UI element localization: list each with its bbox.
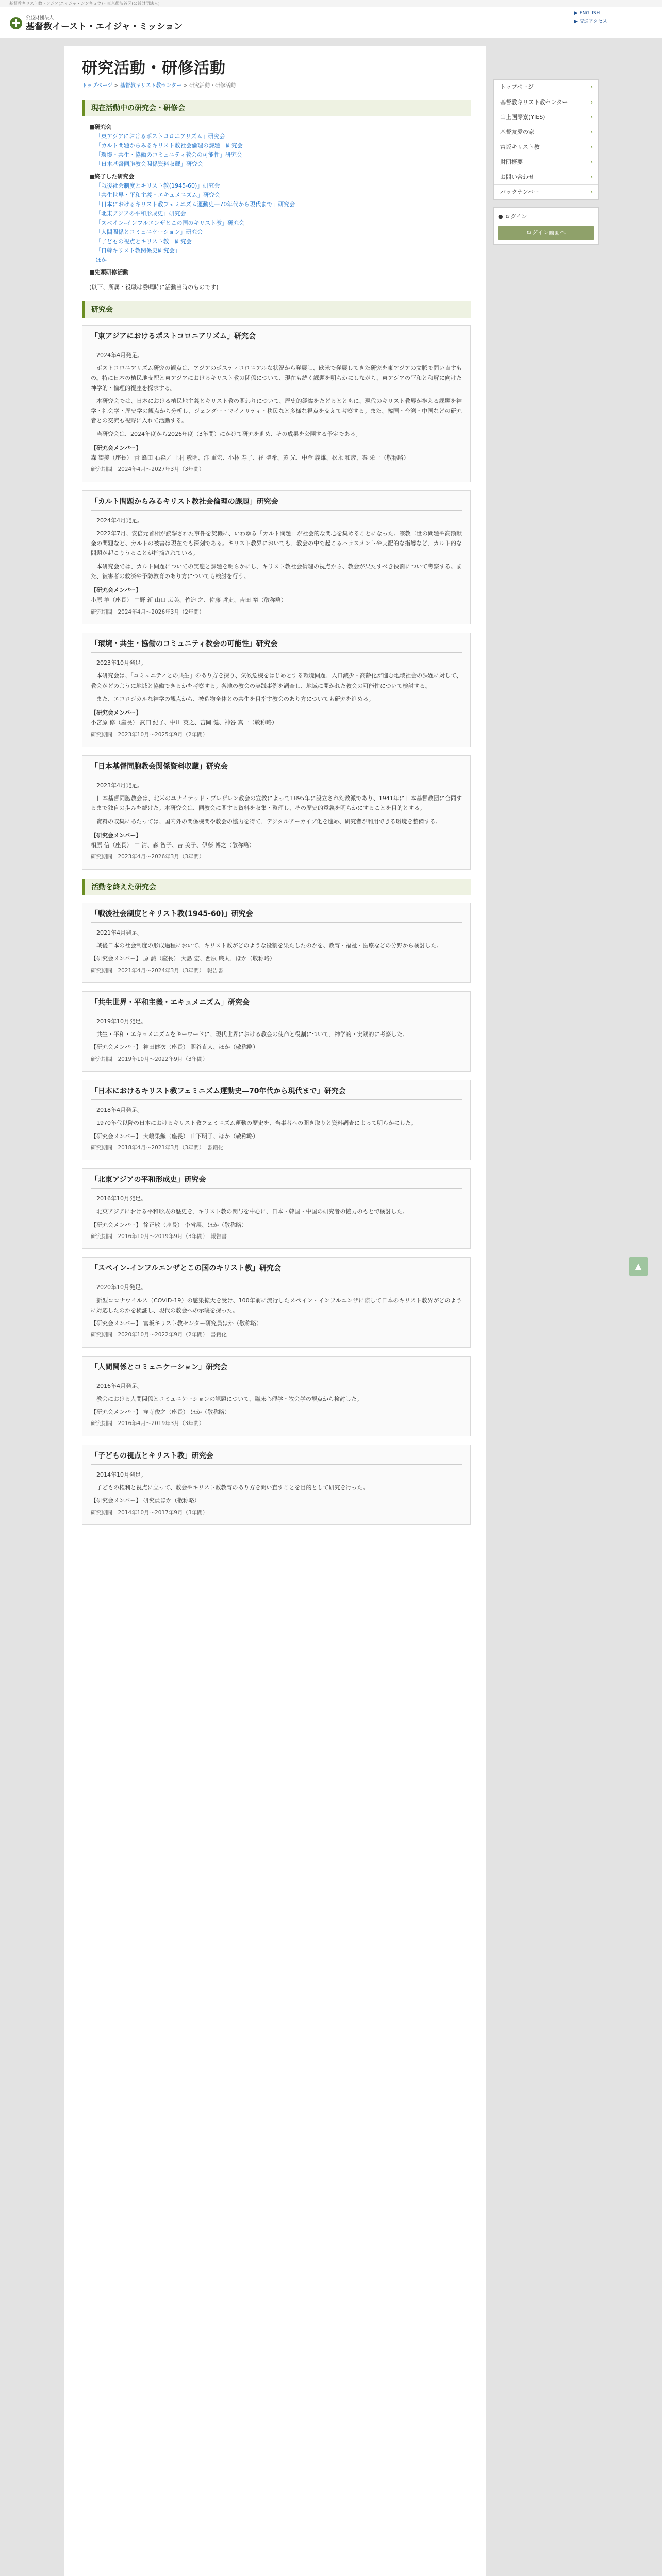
breadcrumb-separator: > xyxy=(112,83,120,89)
breadcrumb-current: 研究活動・研修活動 xyxy=(189,83,236,89)
breadcrumb-home[interactable]: トップページ xyxy=(82,83,113,89)
project-title: 「人間関係とコミュニケーション」研究会 xyxy=(91,1362,462,1376)
project-paragraph: 2022年7月、安倍元首相が銃撃された事件を契機に、いわゆる「カルト問題」が社会的な関心を集めることになった。宗教二世の問題や高額献金の問題など、カルトの被害は現在でも深刻である。キリスト教界においても、教会の中で起こるハラスメントや支配的な指導など、カルト的な問題が起こりうることが指摘されている。 xyxy=(91,530,462,557)
english-link[interactable]: ▶ ENGLISH xyxy=(574,11,600,16)
project-paragraph: 戦後日本の社会制度の形成過程において、キリスト教がどのような役割を果たしたのかを、教育・福祉・医療などの分野から検討した。 xyxy=(96,942,442,949)
members-list: 【研究会メンバー】 富坂キリスト教センター研究員ほか（敬称略） xyxy=(91,1320,262,1327)
project-paragraph: 2023年10月発足。 xyxy=(96,659,146,666)
research-project xyxy=(82,325,471,482)
sidebar-item[interactable] xyxy=(494,155,598,170)
top-bar-text: 基督教キリスト教・アジア(エイジャ・シンキョウ)・東京都渋谷区(公益財団法人) xyxy=(9,1,160,6)
top-bar xyxy=(0,0,662,7)
sidebar-item-label: 基督教キリスト教センター xyxy=(500,99,568,106)
header-links xyxy=(574,9,641,26)
org-prefix: 公益財団法人 xyxy=(26,15,54,21)
overview-group-label: ■先頭研修活動 xyxy=(89,268,129,276)
chevron-right-icon: › xyxy=(590,114,593,121)
project-period: 研究期間 2020年10月〜2022年9月（2年間） 書籍化 xyxy=(91,1332,227,1338)
project-period: 研究期間 2024年4月〜2026年3月（2年間） xyxy=(91,608,205,615)
members-list: 【研究会メンバー】 原 誠（座長） 大島 宏、西原 廉太、ほか（敬称略） xyxy=(91,955,275,962)
overview-link[interactable]: 「日本におけるキリスト教フェミニズム運動史—70年代から現代まで」研究会 xyxy=(95,200,295,208)
project-body xyxy=(91,1194,462,1241)
chevron-right-icon: › xyxy=(590,159,593,165)
project-paragraph: ポストコロニアリズム研究の観点は、アジアのポスティコロニアルな状況から発展し、欧米で発展してきた研究を東アジアの文脈で問い直すもの。特に日本の植民地支配と東アジアにおけるキリスト教の関係について、現在も続く課題を明らかにしながら、東アジアの平和と和解に向けた神学的・倫理的視座を探求する。 xyxy=(91,365,462,392)
sidebar-item-label: トップページ xyxy=(500,83,534,90)
project-period: 研究期間 2019年10月〜2022年9月（3年間） xyxy=(91,1056,208,1062)
project-body xyxy=(91,1381,462,1429)
project-period: 研究期間 2016年10月〜2019年9月（3年間） 報告書 xyxy=(91,1233,227,1240)
project-paragraph: 新型コロナウイルス（COVID-19）の感染拡大を受け、100年前に流行したスペイン・インフルエンザに際して日本のキリスト教界がどのように対応したのかを検証し、現代の教会への示唆を探った。 xyxy=(91,1297,462,1314)
org-name: 基督教イースト・エイジャ・ミッション xyxy=(26,22,183,32)
sidebar-item-label: お問い合わせ xyxy=(500,174,534,180)
finished-project xyxy=(82,1168,471,1249)
overview-link[interactable]: ほか xyxy=(95,256,107,263)
project-body xyxy=(91,1470,462,1517)
finished-project xyxy=(82,1356,471,1436)
page-body xyxy=(64,46,599,2576)
overview-link[interactable]: 「日韓キリスト教関係史研究会」 xyxy=(95,247,180,254)
sidebar-nav xyxy=(493,79,599,200)
finished-project xyxy=(82,1080,471,1160)
sidebar-item-label: 基督友愛の家 xyxy=(500,129,534,135)
members-heading: 【研究会メンバー】 xyxy=(91,587,142,594)
project-paragraph: 本研究会では、カルト問題についての実態と課題を明らかにし、キリスト教社会倫理の視点から、教会が果たすべき役割について考察する。また、被害者の救済や予防教育のあり方についても検討を行う。 xyxy=(91,563,462,580)
project-title: 「戦後社会制度とキリスト教(1945-60)」研究会 xyxy=(91,908,462,923)
breadcrumb-separator: > xyxy=(181,83,190,89)
chevron-right-icon: › xyxy=(590,174,593,180)
project-period: 研究期間 2021年4月〜2024年3月（3年間） 報告書 xyxy=(91,967,224,974)
main-content xyxy=(64,46,486,2576)
overview-link[interactable]: 「子どもの視点とキリスト教」研究会 xyxy=(95,238,192,245)
members-heading: 【研究会メンバー】 xyxy=(91,709,142,716)
members-list: 小原 羊（座長） 中野 新 山口 広美、竹迫 之、佐藤 哲史、吉田 裕（敬称略） xyxy=(91,597,287,604)
overview-link[interactable]: 「人間関係とコミュニケーション」研究会 xyxy=(95,228,203,235)
project-paragraph: 資料の収集にあたっては、国内外の関係機関や教会の協力を得て、デジタルアーカイブ化を進め、研究者が利用できる環境を整備する。 xyxy=(96,818,441,825)
members-list: 【研究会メンバー】 大嶋果織（座長） 山下明子、ほか（敬称略） xyxy=(91,1132,259,1140)
project-paragraph: 2021年4月発足。 xyxy=(96,929,143,936)
project-paragraph: 2014年10月発足。 xyxy=(96,1471,146,1478)
project-body xyxy=(91,1016,462,1064)
section-heading-overview: 現在活動中の研究会・研修会 xyxy=(82,100,471,116)
sidebar-item-label: 富坂キリスト教 xyxy=(500,144,540,150)
sidebar xyxy=(493,79,599,245)
finished-project xyxy=(82,903,471,983)
research-project xyxy=(82,755,471,870)
members-list: 【研究会メンバー】 神田健次（座長） 関谷直人、ほか（敬称略） xyxy=(91,1044,259,1051)
finished-projects xyxy=(82,903,471,1525)
chevron-right-icon: › xyxy=(590,189,593,195)
research-project xyxy=(82,490,471,624)
page-title: 研究活動・研修活動 xyxy=(82,59,226,77)
chevron-right-icon: › xyxy=(590,83,593,90)
sidebar-item[interactable] xyxy=(494,95,598,110)
sidebar-item[interactable] xyxy=(494,125,598,140)
sidebar-item-label: 財団概要 xyxy=(500,159,523,165)
project-paragraph: 2020年10月発足。 xyxy=(96,1284,146,1291)
sidebar-item[interactable] xyxy=(494,184,598,199)
overview-link[interactable]: 「スペイン-インフルエンザとこの国のキリスト教」研究会 xyxy=(95,219,245,226)
project-paragraph: 当研究会は、2024年度から2026年度（3年間）にかけて研究を進め、その成果を公開する予定である。 xyxy=(96,430,361,437)
project-title: 「子どもの視点とキリスト教」研究会 xyxy=(91,1450,462,1465)
chevron-right-icon: › xyxy=(590,129,593,135)
project-paragraph: また、エコロジカルな神学の観点から、被造物全体との共生を目指す教会のあり方についても研究を進める。 xyxy=(96,695,374,702)
project-paragraph: 2016年10月発足。 xyxy=(96,1195,146,1202)
overview-link[interactable]: 「北東アジアの平和形成史」研究会 xyxy=(95,210,186,217)
sidebar-item[interactable] xyxy=(494,80,598,95)
project-body xyxy=(91,658,462,739)
members-list: 【研究会メンバー】 研究員ほか（敬称略） xyxy=(91,1497,200,1504)
sidebar-item-label: パックナンバー xyxy=(500,189,539,195)
finished-project xyxy=(82,991,471,1072)
chevron-right-icon: › xyxy=(590,99,593,106)
members-list: 森 望美（座長） 青 蜂田 石森／ 上村 敏明、洋 重宏、小林 寿子、崔 聖希、黄 光、中金 義雄、松永 和彦、秦 栄一（敬称略） xyxy=(91,454,409,461)
sidebar-item[interactable] xyxy=(494,110,598,125)
project-paragraph: 2023年4月発足。 xyxy=(96,782,143,789)
members-list: 小宮原 修（座長） 武田 紀子、中川 英之、吉岡 健、神谷 真一（敬称略） xyxy=(91,719,277,726)
overview-note: (以下、所属・役職は委嘱時に活動当時のものです) xyxy=(89,283,219,291)
project-title: 「スペイン-インフルエンザとこの国のキリスト教」研究会 xyxy=(91,1263,462,1277)
overview-group-label: ■終了した研究会 xyxy=(89,173,135,180)
project-body xyxy=(91,781,462,862)
section-heading-research: 研究会 xyxy=(82,301,471,318)
overview-link[interactable]: 「カルト問題からみるキリスト教社会倫理の課題」研究会 xyxy=(95,142,243,149)
project-paragraph: 共生・平和・エキュメニズムをキーワードに、現代世界における教会の使命と役割について、神学的・実践的に考察した。 xyxy=(96,1031,408,1038)
project-paragraph: 本研究会は、「コミュニティとの共生」のあり方を探り、気候危機をはじめとする環境問題、人口減少・高齢化が進む地域社会の課題に対して、教会がどのように地域と協働できるかを考察する。各地の教会の実践事例を調査し、地域に開かれた教会の可能性について検討する。 xyxy=(91,672,462,689)
project-paragraph: 1970年代以降の日本におけるキリスト教フェミニズム運動の歴史を、当事者への聞き取りと資料調査によって明らかにした。 xyxy=(96,1120,417,1127)
finished-project xyxy=(82,1257,471,1347)
project-title: 「環境・共生・協働のコミュニティ教会の可能性」研究会 xyxy=(91,638,462,653)
site-logo[interactable] xyxy=(9,14,210,33)
research-projects xyxy=(82,325,471,870)
project-paragraph: 2024年4月発足。 xyxy=(96,517,143,524)
project-paragraph: 本研究会では、日本における植民地主義とキリスト教の関わりについて、歴史的経緯をたどるとともに、現代のキリスト教界が抱える課題を神学・社会学・歴史学の観点から分析し、ジェンダー・マイノリティ・移民など多様な視点を交えて考察する。また、韓国・台湾・中国などの研究者との交流も視野に入れて活動する。 xyxy=(91,397,462,425)
project-body xyxy=(91,1105,462,1153)
page-top-button[interactable]: ▲ xyxy=(629,1257,648,1276)
overview-link[interactable]: 「東アジアにおけるポストコロニアリズム」研究会 xyxy=(95,132,225,140)
project-paragraph: 2019年10月発足。 xyxy=(96,1018,146,1025)
members-list: 【研究会メンバー】 窪寺俊之（座長） ほか（敬称略） xyxy=(91,1409,230,1416)
members-list: 【研究会メンバー】 徐正敏（座長） 李省展、ほか（敬称略） xyxy=(91,1221,247,1228)
project-title: 「東アジアにおけるポストコロニアリズム」研究会 xyxy=(91,331,462,345)
project-title: 「日本におけるキリスト教フェミニズム運動史—70年代から現代まで」研究会 xyxy=(91,1086,462,1100)
project-period: 研究期間 2018年4月〜2021年3月（3年間） 書籍化 xyxy=(91,1144,224,1151)
members-heading: 【研究会メンバー】 xyxy=(91,832,142,839)
sidebar-item-label: 山上国際寮(YIES) xyxy=(500,114,545,121)
breadcrumb xyxy=(82,81,471,91)
project-paragraph: 2024年4月発足。 xyxy=(96,351,143,359)
chevron-right-icon: › xyxy=(590,144,593,150)
overview-link[interactable]: 「共生世界・平和主義・エキュメニズム」研究会 xyxy=(95,191,220,198)
project-title: 「カルト問題からみるキリスト教社会倫理の課題」研究会 xyxy=(91,496,462,511)
project-period: 研究期間 2023年10月〜2025年9月（2年間） xyxy=(91,731,208,738)
overview-link[interactable]: 「戦後社会制度とキリスト教(1945-60)」研究会 xyxy=(95,182,220,189)
project-body xyxy=(91,350,462,474)
overview-list xyxy=(89,123,471,277)
login-heading: ● ログイン xyxy=(498,213,527,220)
project-paragraph: 日本基督同胞教会は、北米のユナイテッド・ブレザレン教会の宣教によって1895年に設立された教派であり、1941年に日本基督教団に合同するまで独自の歩みを続けた。本研究会は、同教会に関する資料を収集・整理し、その歴史的意義を明らかにすることを目的とする。 xyxy=(91,795,462,812)
breadcrumb-parent[interactable]: 基督教キリスト教センター xyxy=(120,83,182,89)
overview-link[interactable]: 「環境・共生・協働のコミュニティ教会の可能性」研究会 xyxy=(95,151,242,158)
project-paragraph: 2018年4月発足。 xyxy=(96,1107,143,1113)
project-period: 研究期間 2023年4月〜2026年3月（3年間） xyxy=(91,854,205,860)
research-project xyxy=(82,633,471,747)
project-body xyxy=(91,516,462,617)
project-body xyxy=(91,1282,462,1340)
project-title: 「共生世界・平和主義・エキュメニズム」研究会 xyxy=(91,997,462,1011)
logo-mark-icon xyxy=(9,16,23,30)
project-title: 「北東アジアの平和形成史」研究会 xyxy=(91,1174,462,1189)
project-title: 「日本基督同胞教会関係資料収蔵」研究会 xyxy=(91,761,462,775)
project-paragraph: 教会における人間関係とコミュニケーションの課題について、臨床心理学・牧会学の観点から検討した。 xyxy=(96,1395,362,1402)
project-paragraph: 北東アジアにおける平和形成の歴史を、キリスト教の関与を中心に、日本・韓国・中国の研究者の協力のもとで検討した。 xyxy=(96,1208,408,1215)
project-paragraph: 2016年4月発足。 xyxy=(96,1382,143,1389)
login-box xyxy=(493,207,599,245)
members-list: 相原 信（座長） 中 清、森 智子、吉 美子、伊藤 博之（敬称略） xyxy=(91,842,255,849)
sidebar-item[interactable] xyxy=(494,170,598,184)
login-button[interactable]: ログイン画面へ xyxy=(498,226,594,240)
project-period: 研究期間 2024年4月〜2027年3月（3年間） xyxy=(91,466,205,473)
sidebar-item[interactable] xyxy=(494,140,598,155)
project-period: 研究期間 2016年4月〜2019年3月（3年間） xyxy=(91,1420,205,1427)
finished-project xyxy=(82,1445,471,1525)
site-header xyxy=(0,7,662,38)
access-link[interactable]: ▶ 交通アクセス xyxy=(574,19,607,24)
overview-group-label: ■研究会 xyxy=(89,123,112,130)
section-heading-finished: 活動を終えた研究会 xyxy=(82,879,471,895)
project-paragraph: 子どもの権利と視点に立って、教会やキリスト教教育のあり方を問い直すことを目的として研究を行った。 xyxy=(96,1484,369,1491)
project-body xyxy=(91,928,462,975)
members-heading: 【研究会メンバー】 xyxy=(91,444,142,451)
overview-link[interactable]: 「日本基督同胞教会関係資料収蔵」研究会 xyxy=(95,160,203,167)
project-period: 研究期間 2014年10月〜2017年9月（3年間） xyxy=(91,1509,208,1516)
